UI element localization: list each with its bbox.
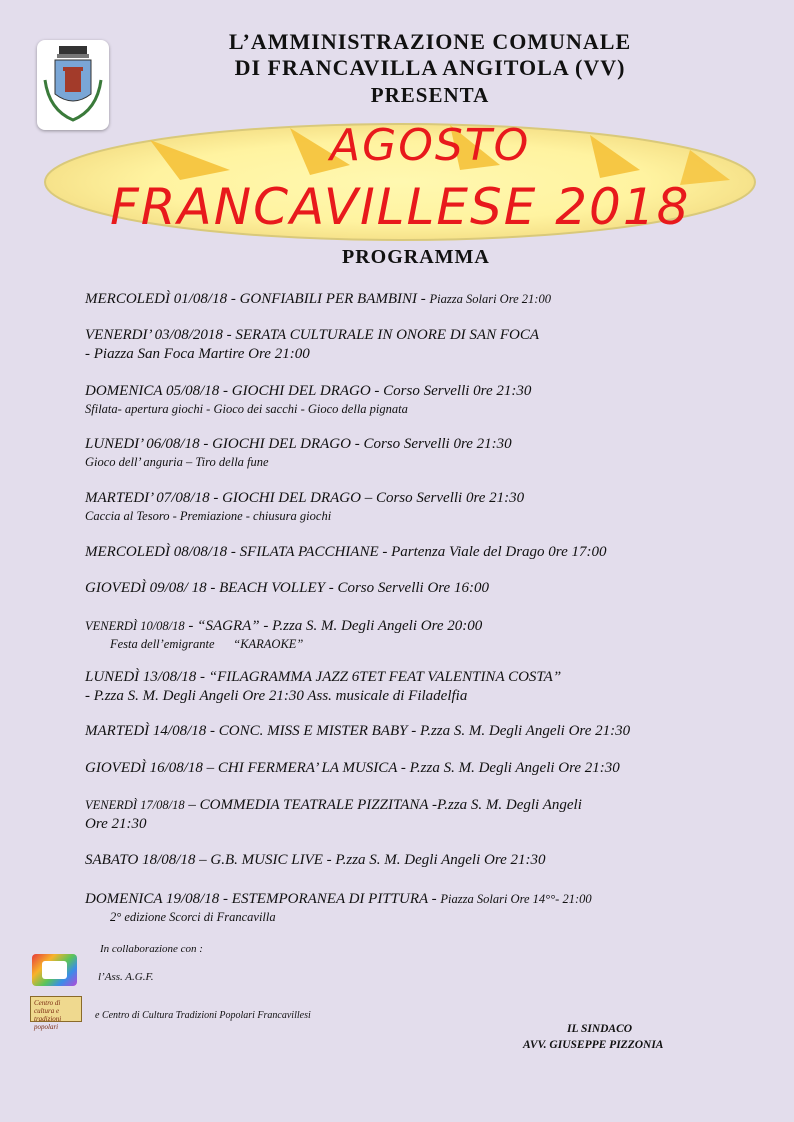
header-line-1: L’AMMINISTRAZIONE COMUNALE <box>228 29 632 54</box>
event-item <box>85 489 524 525</box>
event-main: MERCOLEDÌ 08/08/18 - SFILATA PACCHIANE - Partenza Viale del Drago 0re 17:00 <box>85 544 607 560</box>
event-main: MERCOLEDÌ 01/08/18 - GONFIABILI PER BAMBINI - <box>85 291 430 307</box>
event-sub: Sfilata- apertura giochi - Gioco dei sacchi - Gioco della pignata <box>85 402 408 416</box>
event-main: VENERDI’ 03/08/2018 - SERATA CULTURALE IN ONORE DI SAN FOCA <box>85 327 539 343</box>
signature-role: IL SINDACO <box>567 1023 633 1035</box>
event-sub: 2° edizione Scorci di Francavilla <box>85 910 276 924</box>
event-place: Piazza Solari Ore 14°°- 21:00 <box>440 892 592 906</box>
event-line2: - P.zza S. M. Degli Angeli Ore 21:30 Ass. musicale di Filadelfia <box>85 688 468 704</box>
event-sub: Gioco dell’ anguria – Tiro della fune <box>85 455 269 469</box>
collab-centro: e Centro di Cultura Tradizioni Popolari Francavillesi <box>95 1010 311 1021</box>
event-item <box>85 759 620 778</box>
title-francavillese: FRANCAVILLESE 2018 <box>110 178 691 236</box>
event-date: VENERDÌ 10/08/18 <box>85 619 185 633</box>
event-main: DOMENICA 19/08/18 - ESTEMPORANEA DI PITTURA - <box>85 891 441 907</box>
event-main: GIOVEDÌ 09/08/ 18 - BEACH VOLLEY - Corso Servelli Ore 16:00 <box>85 580 489 596</box>
event-main: SABATO 18/08/18 – G.B. MUSIC LIVE - P.zza S. M. Degli Angeli Ore 21:30 <box>85 852 546 868</box>
collab-agf: l’Ass. A.G.F. <box>98 971 154 983</box>
centro-cultura-logo <box>30 996 82 1031</box>
event-item <box>85 579 489 598</box>
header-presenta: PRESENTA <box>370 83 490 107</box>
event-main: LUNEDI’ 06/08/18 - GIOCHI DEL DRAGO - Corso Servelli 0re 21:30 <box>85 436 512 452</box>
event-item <box>85 435 512 471</box>
event-item <box>85 668 561 706</box>
event-main: - “SAGRA” - P.zza S. M. Degli Angeli Ore 20:00 <box>184 618 483 634</box>
event-main: DOMENICA 05/08/18 - GIOCHI DEL DRAGO - Corso Servelli 0re 21:30 <box>85 383 532 399</box>
programma-heading: PROGRAMMA <box>342 246 490 268</box>
event-item <box>85 382 531 418</box>
event-main: LUNEDÌ 13/08/18 - “FILAGRAMMA JAZZ 6TET FEAT VALENTINA COSTA” <box>85 669 562 685</box>
collab-intro: In collaborazione con : <box>100 943 203 955</box>
event-item <box>85 617 482 653</box>
event-item <box>85 890 592 926</box>
event-sub: Festa dell’emigrante “KARAOKE” <box>85 637 304 651</box>
event-item <box>85 796 582 834</box>
event-date: VENERDÌ 17/08/18 <box>85 798 185 812</box>
event-item <box>85 543 606 562</box>
event-main: MARTEDÌ 14/08/18 - CONC. MISS E MISTER BABY - P.zza S. M. Degli Angeli Ore 21:30 <box>85 723 631 739</box>
event-main: GIOVEDÌ 16/08/18 – CHI FERMERA’ LA MUSICA - P.zza S. M. Degli Angeli Ore 21:30 <box>85 760 620 776</box>
event-main: MARTEDI’ 07/08/18 - GIOCHI DEL DRAGO – Corso Servelli 0re 21:30 <box>85 490 525 506</box>
event-line2: - Piazza San Foca Martire Ore 21:00 <box>85 346 310 362</box>
header-line-2: DI FRANCAVILLA ANGITOLA (VV) <box>234 55 626 80</box>
event-main: – COMMEDIA TEATRALE PIZZITANA -P.zza S. M. Degli Angeli <box>184 797 582 813</box>
event-place: Piazza Solari Ore 21:00 <box>429 292 551 306</box>
event-line2: Ore 21:30 <box>85 816 147 832</box>
event-item <box>85 851 546 870</box>
event-item <box>85 722 630 741</box>
event-item <box>85 326 539 364</box>
centro-logo-text: Centro di cultura e tradizioni popolari <box>34 999 62 1031</box>
title-agosto: AGOSTO <box>330 120 531 171</box>
event-item <box>85 290 551 309</box>
event-sub: Caccia al Tesoro - Premiazione - chiusura giochi <box>85 509 332 523</box>
signature-name: AVV. GIUSEPPE PIZZONIA <box>523 1039 664 1051</box>
agf-logo <box>32 954 77 986</box>
